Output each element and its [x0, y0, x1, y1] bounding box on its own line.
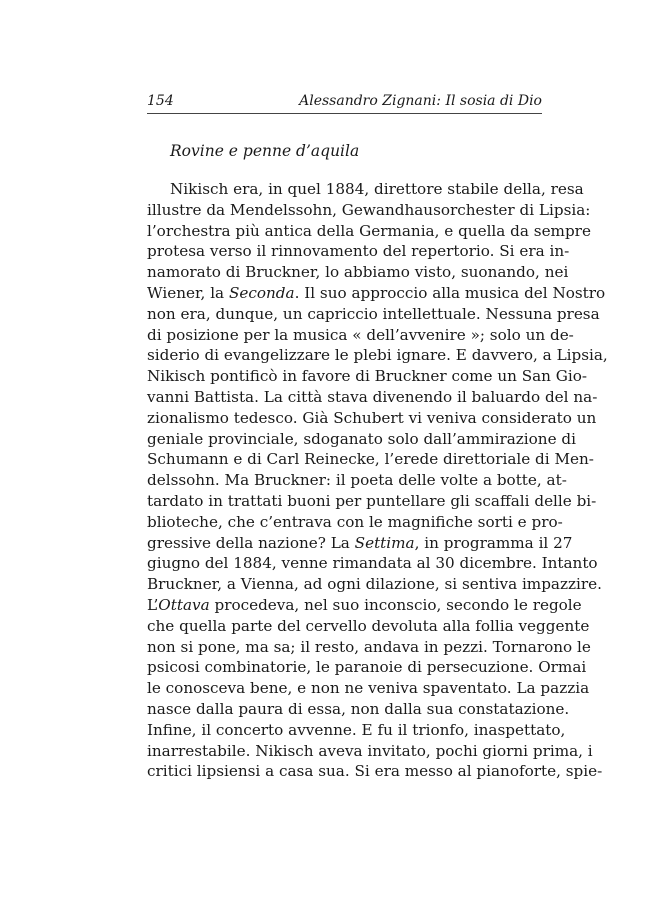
text-segment: illustre da Mendelssohn, Gewandhausorchester di Lipsia: [147, 200, 591, 219]
text-line [147, 720, 566, 741]
text-line [147, 241, 570, 262]
text-segment: Schumann e di Carl Reinecke, l’erede direttoriale di Men- [147, 450, 594, 469]
text-line [147, 595, 582, 616]
text-segment: geniale provinciale, sdoganato solo dall’ammirazione di [147, 429, 576, 448]
text-line [147, 366, 588, 387]
text-line [147, 262, 569, 283]
text-segment: Bruckner, a Vienna, ad ogni dilazione, si sentiva impazzire. [147, 575, 602, 594]
text-line [147, 408, 597, 429]
text-line [147, 449, 594, 470]
text-segment: di posizione per la musica « dell’avvenire »; solo un de- [147, 325, 574, 344]
running-head-title: Alessandro Zignani: Il sosia di Dio [299, 93, 542, 109]
body-paragraph [147, 179, 608, 782]
text-line [147, 553, 598, 574]
text-segment: , in programma il 27 [414, 533, 573, 552]
text-segment: tardato in trattati buoni per puntellare gli scaffali delle bi- [147, 491, 597, 510]
section-title: Rovine e penne d’aquila [170, 142, 360, 160]
text-segment: che quella parte del cervello devoluta alla follia veggente [147, 616, 590, 635]
text-line [147, 699, 570, 720]
page-number: 154 [147, 93, 174, 109]
text-segment: nasce dalla paura di essa, non dalla sua constatazione. [147, 699, 570, 718]
text-line [147, 429, 576, 450]
running-header [147, 91, 542, 114]
text-segment: inarrestabile. Nikisch aveva invitato, pochi giorni prima, i [147, 741, 593, 760]
text-line [147, 325, 574, 346]
text-line [147, 283, 606, 304]
text-segment: delssohn. Ma Bruckner: il poeta delle volte a botte, at- [147, 471, 567, 490]
italic-title: Ottava [158, 595, 210, 614]
text-line [147, 200, 591, 221]
text-segment: non si pone, ma sa; il resto, andava in pezzi. Tornarono le [147, 637, 591, 656]
text-line [147, 345, 608, 366]
text-segment: protesa verso il rinnovamento del repertorio. Si era in- [147, 242, 570, 261]
text-segment: non era, dunque, un capriccio intellettuale. Nessuna presa [147, 304, 600, 323]
text-line [147, 761, 603, 782]
text-segment: psicosi combinatorie, le paranoie di persecuzione. Ormai [147, 658, 587, 677]
text-line [147, 637, 591, 658]
text-line [147, 574, 602, 595]
text-segment: blioteche, che c’entrava con le magnifiche sorti e pro- [147, 512, 563, 531]
text-line [147, 470, 567, 491]
text-line [147, 221, 591, 242]
text-line [147, 179, 584, 200]
text-segment: zionalismo tedesco. Già Schubert vi veniva considerato un [147, 408, 597, 427]
text-line [147, 304, 600, 325]
text-line [147, 533, 573, 554]
text-segment: Nikisch pontificò in favore di Bruckner come un San Gio- [147, 367, 588, 386]
text-segment: giugno del 1884, venne rimandata al 30 dicembre. Intanto [147, 554, 598, 573]
text-segment: . Il suo approccio alla musica del Nostro [294, 283, 606, 302]
text-line [147, 657, 587, 678]
text-segment: critici lipsiensi a casa sua. Si era messo al pianoforte, spie- [147, 762, 603, 781]
text-segment: namorato di Bruckner, lo abbiamo visto, suonando, nei [147, 263, 569, 282]
italic-title: Seconda [228, 283, 295, 302]
text-line [147, 387, 598, 408]
text-segment: Nikisch era, in quel 1884, direttore stabile della, resa [170, 180, 584, 198]
text-segment: Infine, il concerto avvenne. E fu il trionfo, inaspettato, [147, 720, 566, 739]
text-line [147, 491, 597, 512]
italic-title: Settima [354, 533, 415, 552]
text-segment: gressive della nazione? La [147, 533, 355, 552]
text-segment: le conosceva bene, e non ne veniva spaventato. La pazzia [147, 679, 590, 698]
text-segment: vanni Battista. La città stava divenendo il baluardo del na- [147, 387, 598, 406]
text-segment: procedeva, nel suo inconscio, secondo le regole [209, 595, 582, 614]
text-segment: l’orchestra più antica della Germania, e quella da sempre [147, 221, 591, 240]
text-segment: L’ [147, 595, 159, 614]
text-segment: Wiener, la [147, 283, 229, 302]
text-line [147, 512, 563, 533]
text-line [147, 616, 590, 637]
text-line [147, 678, 590, 699]
text-segment: siderio di evangelizzare le plebi ignare. E davvero, a Lipsia, [147, 346, 608, 365]
text-line [147, 741, 593, 762]
